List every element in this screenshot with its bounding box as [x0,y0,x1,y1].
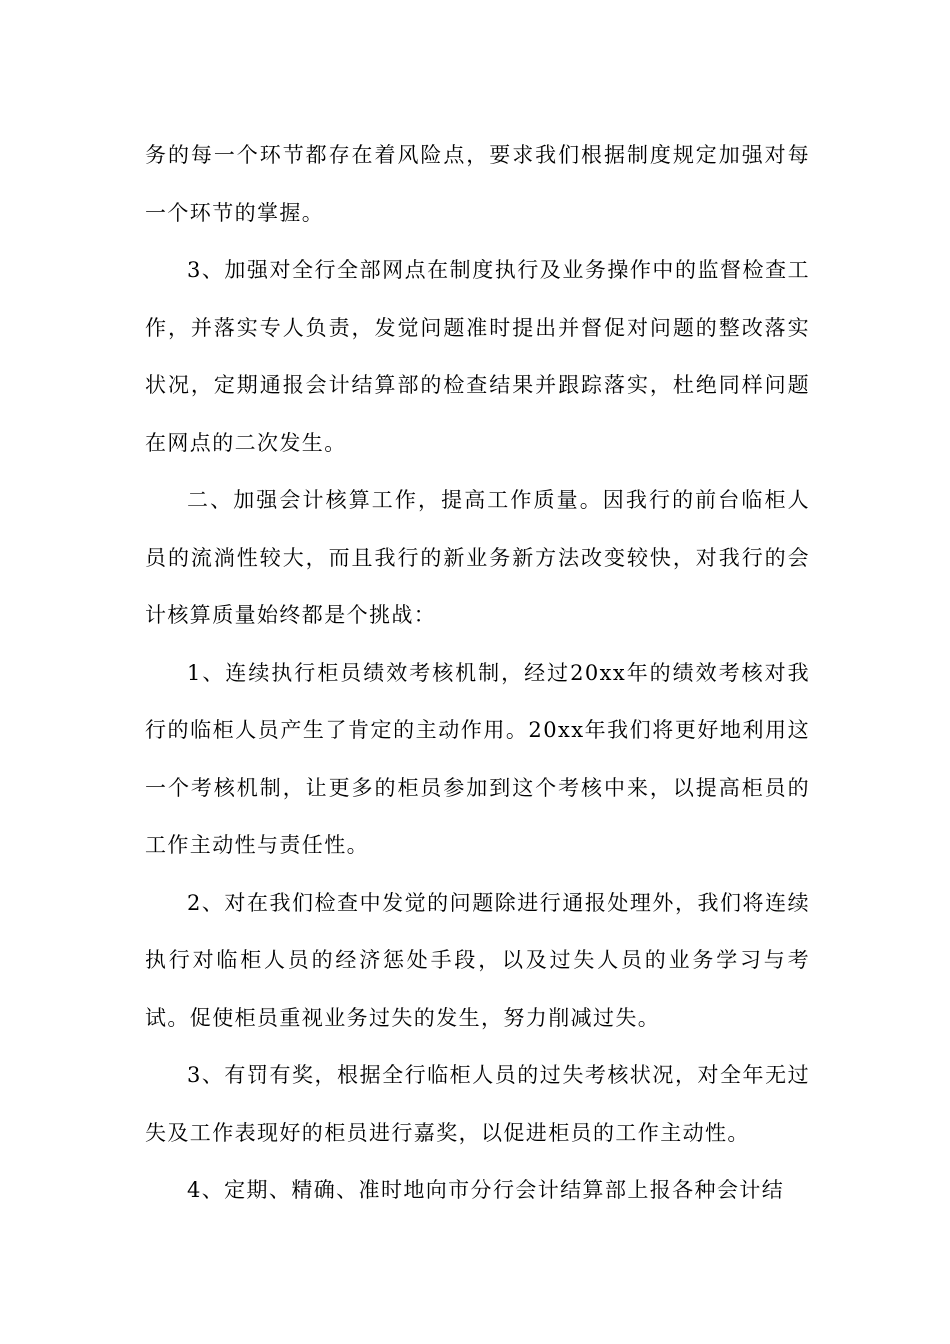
paragraph-performance-assessment: 1、连续执行柜员绩效考核机制，经过20xx年的绩效考核对我行的临柜人员产生了肯定的主动作用。20xx年我们将更好地利用这一个考核机制，让更多的柜员参加到这个考核中来，以提高柜员的工作主动性与责任性。 [145,660,810,857]
paragraph-accounting-quality: 二、加强会计核算工作，提高工作质量。因我行的前台临柜人员的流淌性较大，而且我行的新业务新方法改变较快，对我行的会计核算质量始终都是个挑战： [145,488,810,627]
document-body [145,127,810,1220]
paragraph-risk-points: 务的每一个环节都存在着风险点，要求我们根据制度规定加强对每一个环节的掌握。 [145,143,810,225]
paragraph-supervision-inspection: 3、加强对全行全部网点在制度执行及业务操作中的监督检查工作，并落实专人负责，发觉问题准时提出并督促对问题的整改落实状况，定期通报会计结算部的检查结果并跟踪落实，杜绝同样问题在网点的二次发生。 [145,258,810,455]
paragraph-rewards: 3、有罚有奖，根据全行临柜人员的过失考核状况，对全年无过失及工作表现好的柜员进行嘉奖，以促进柜员的工作主动性。 [145,1063,810,1145]
paragraph-penalty-measures: 2、对在我们检查中发觉的问题除进行通报处理外，我们将连续执行对临柜人员的经济惩处手段，以及过失人员的业务学习与考试。促使柜员重视业务过失的发生，努力削减过失。 [145,890,810,1030]
paragraph-reporting: 4、定期、精确、准时地向市分行会计结算部上报各种会计结 [187,1178,785,1202]
